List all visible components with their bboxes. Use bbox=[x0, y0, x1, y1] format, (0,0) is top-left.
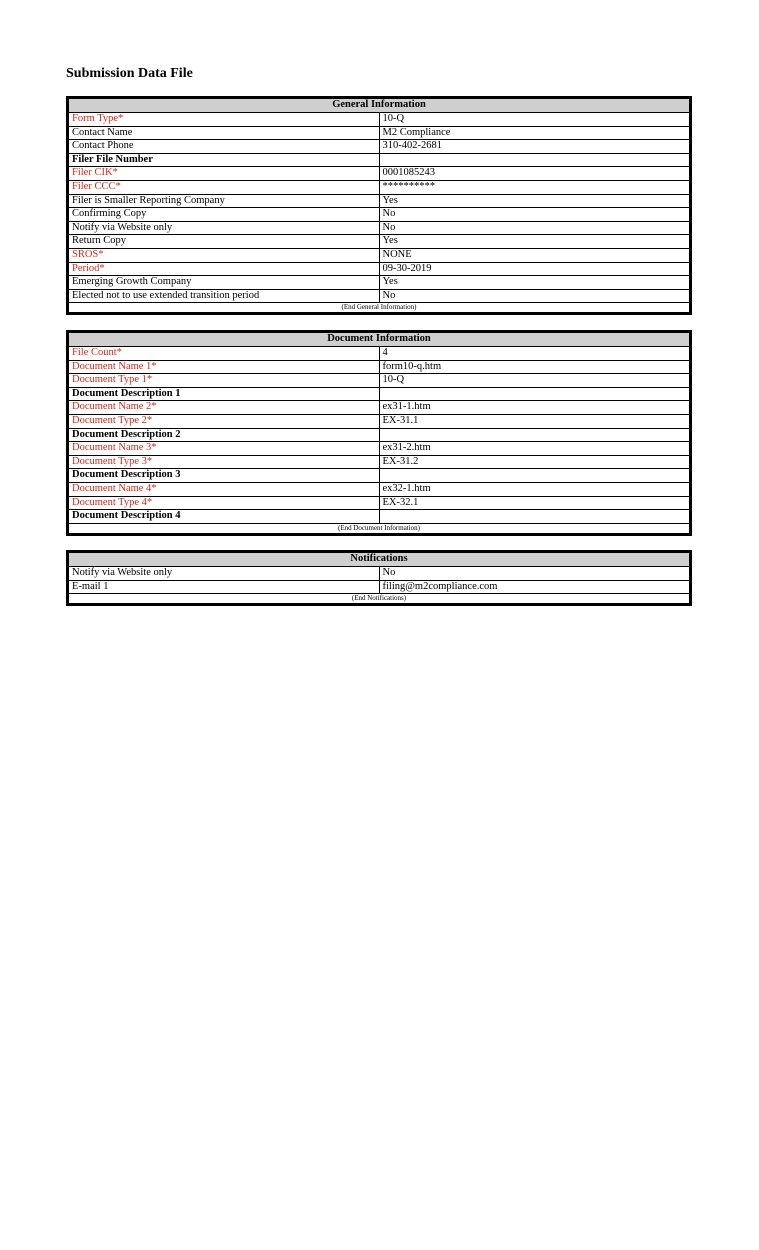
table-row bbox=[69, 140, 690, 154]
field-label: Document Name 2* bbox=[69, 401, 380, 415]
field-label: Document Description 3 bbox=[69, 469, 380, 483]
field-label: Filer File Number bbox=[69, 153, 380, 167]
table-row bbox=[69, 442, 690, 456]
field-value: filing@m2compliance.com bbox=[379, 580, 690, 594]
section-header: Document Information bbox=[69, 333, 690, 347]
field-label: E-mail 1 bbox=[69, 580, 380, 594]
field-label: Filer CCC* bbox=[69, 180, 380, 194]
section-header: Notifications bbox=[69, 553, 690, 567]
field-label: Contact Phone bbox=[69, 140, 380, 154]
table-row bbox=[69, 289, 690, 303]
field-value bbox=[379, 469, 690, 483]
field-label: Confirming Copy bbox=[69, 208, 380, 222]
field-label: File Count* bbox=[69, 347, 380, 361]
section-footer-row bbox=[69, 594, 690, 604]
section-header: General Information bbox=[69, 99, 690, 113]
notifications-section bbox=[66, 550, 692, 606]
field-value: Yes bbox=[379, 276, 690, 290]
table-row bbox=[69, 235, 690, 249]
table-row bbox=[69, 387, 690, 401]
general-information-table bbox=[68, 98, 690, 313]
field-value: 10-Q bbox=[379, 374, 690, 388]
field-value: No bbox=[379, 289, 690, 303]
section-footer-row bbox=[69, 303, 690, 313]
table-row bbox=[69, 469, 690, 483]
section-footer: (End Document Information) bbox=[69, 523, 690, 533]
table-row bbox=[69, 347, 690, 361]
field-label: Notify via Website only bbox=[69, 221, 380, 235]
field-value: No bbox=[379, 208, 690, 222]
table-row bbox=[69, 374, 690, 388]
field-value: EX-32.1 bbox=[379, 496, 690, 510]
field-label: Document Name 1* bbox=[69, 360, 380, 374]
section-footer: (End Notifications) bbox=[69, 594, 690, 604]
field-value bbox=[379, 428, 690, 442]
field-value: 10-Q bbox=[379, 113, 690, 127]
field-value: 4 bbox=[379, 347, 690, 361]
field-value: ex31-1.htm bbox=[379, 401, 690, 415]
field-label: Return Copy bbox=[69, 235, 380, 249]
section-footer-row bbox=[69, 523, 690, 533]
field-label: Document Name 4* bbox=[69, 482, 380, 496]
field-value: ********** bbox=[379, 180, 690, 194]
table-row bbox=[69, 167, 690, 181]
table-row bbox=[69, 221, 690, 235]
field-value: form10-q.htm bbox=[379, 360, 690, 374]
field-label: Document Description 4 bbox=[69, 510, 380, 524]
page-title: Submission Data File bbox=[66, 66, 193, 81]
table-row bbox=[69, 126, 690, 140]
field-value: ex32-1.htm bbox=[379, 482, 690, 496]
general-information-section bbox=[66, 96, 692, 315]
notifications-table bbox=[68, 552, 690, 604]
field-label: Document Description 1 bbox=[69, 387, 380, 401]
table-row bbox=[69, 113, 690, 127]
field-value bbox=[379, 387, 690, 401]
field-value: EX-31.2 bbox=[379, 455, 690, 469]
field-label: Contact Name bbox=[69, 126, 380, 140]
field-value: No bbox=[379, 567, 690, 581]
field-label: Document Description 2 bbox=[69, 428, 380, 442]
field-value: 0001085243 bbox=[379, 167, 690, 181]
field-label: Filer CIK* bbox=[69, 167, 380, 181]
table-row bbox=[69, 401, 690, 415]
table-row bbox=[69, 180, 690, 194]
table-row bbox=[69, 455, 690, 469]
field-value: Yes bbox=[379, 235, 690, 249]
field-value: No bbox=[379, 221, 690, 235]
table-row bbox=[69, 496, 690, 510]
table-row bbox=[69, 414, 690, 428]
field-value: EX-31.1 bbox=[379, 414, 690, 428]
field-value bbox=[379, 510, 690, 524]
field-value bbox=[379, 153, 690, 167]
table-row bbox=[69, 428, 690, 442]
field-label: Notify via Website only bbox=[69, 567, 380, 581]
field-value: 310-402-2681 bbox=[379, 140, 690, 154]
field-value: ex31-2.htm bbox=[379, 442, 690, 456]
field-value: M2 Compliance bbox=[379, 126, 690, 140]
document-information-section bbox=[66, 330, 692, 536]
table-row bbox=[69, 208, 690, 222]
table-row bbox=[69, 248, 690, 262]
table-row bbox=[69, 510, 690, 524]
table-row bbox=[69, 153, 690, 167]
field-label: Filer is Smaller Reporting Company bbox=[69, 194, 380, 208]
field-label: Document Type 4* bbox=[69, 496, 380, 510]
section-footer: (End General Information) bbox=[69, 303, 690, 313]
field-label: Elected not to use extended transition period bbox=[69, 289, 380, 303]
section-header-row bbox=[69, 553, 690, 567]
field-label: Document Name 3* bbox=[69, 442, 380, 456]
field-label: Emerging Growth Company bbox=[69, 276, 380, 290]
table-row bbox=[69, 360, 690, 374]
field-label: Form Type* bbox=[69, 113, 380, 127]
field-label: Document Type 1* bbox=[69, 374, 380, 388]
table-row bbox=[69, 482, 690, 496]
table-row bbox=[69, 580, 690, 594]
field-label: Period* bbox=[69, 262, 380, 276]
field-label: Document Type 2* bbox=[69, 414, 380, 428]
table-row bbox=[69, 262, 690, 276]
field-value: 09-30-2019 bbox=[379, 262, 690, 276]
section-header-row bbox=[69, 99, 690, 113]
field-label: Document Type 3* bbox=[69, 455, 380, 469]
table-row bbox=[69, 194, 690, 208]
field-label: SROS* bbox=[69, 248, 380, 262]
document-information-table bbox=[68, 332, 690, 534]
field-value: Yes bbox=[379, 194, 690, 208]
field-value: NONE bbox=[379, 248, 690, 262]
table-row bbox=[69, 276, 690, 290]
section-header-row bbox=[69, 333, 690, 347]
table-row bbox=[69, 567, 690, 581]
